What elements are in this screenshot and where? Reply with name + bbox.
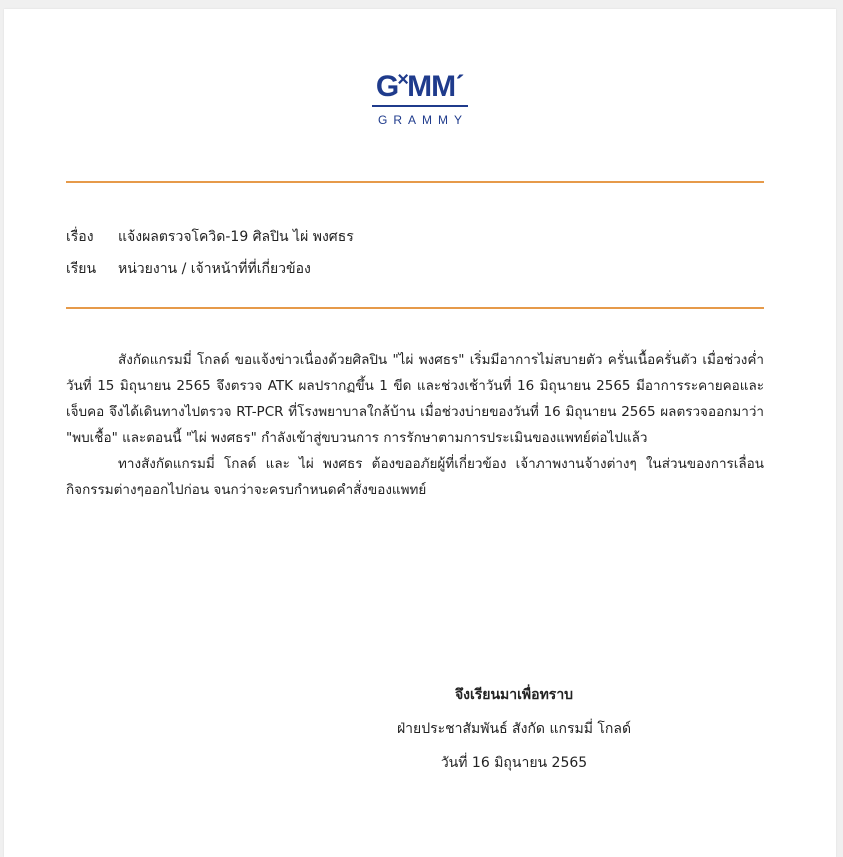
date-line: วันที่ 16 มิถุนายน 2565 — [440, 755, 588, 771]
body-paragraph-2: ทางสังกัดแกรมมี่ โกลด์ และ ไผ่ พงศธร ต้องขออภัยผู้ที่เกี่ยวข้อง เจ้าภาพงานจ้างต่างๆ ในส่วนของการเลื่อนกิจกรรมต่างๆออกไปก่อน จนกว่าจะครบกำหนดคำสั่งของแพทย์ — [66, 456, 764, 498]
logo-mark: G˟MMˊ — [372, 71, 468, 107]
subject-line — [66, 227, 354, 247]
letter-body — [66, 347, 764, 503]
subject-text: แจ้งผลตรวจโควิด-19 ศิลปิน ไผ่ พงศธร — [118, 229, 354, 245]
recipient-label: เรียน — [66, 261, 97, 277]
subject-label: เรื่อง — [66, 229, 94, 245]
recipient-text: หน่วยงาน / เจ้าหน้าที่ที่เกี่ยวข้อง — [118, 261, 311, 277]
logo-subtitle: GRAMMY — [378, 113, 468, 127]
letter-page — [4, 9, 836, 857]
department-line: ฝ่ายประชาสัมพันธ์ สังกัด แกรมมี่ โกลด์ — [396, 721, 632, 737]
divider-bottom — [66, 307, 764, 309]
recipient-line — [66, 259, 311, 279]
closing-line: จึงเรียนมาเพื่อทราบ — [454, 687, 574, 703]
gmm-grammy-logo — [4, 71, 836, 127]
body-paragraph-1: สังกัดแกรมมี่ โกลด์ ขอแจ้งข่าวเนื่องด้วยศิลปิน "ไผ่ พงศธร" เริ่มมีอาการไม่สบายตัว ครั่นเนื้อครั่นตัว เมื่อช่วงค่ำวันที่ 15 มิถุนายน 2565 จึงตรวจ ATK ผลปรากฏขึ้น 1 ขีด และช่วงเช้าวันที่ 16 มิถุนายน 2565 มีอาการระคายคอและเจ็บคอ จึงได้เดินทางไปตรวจ RT-PCR ที่โรงพยาบาลใกล้บ้าน เมื่อช่วงบ่ายของวันที่ 16 มิถุนายน 2565 ผลตรวจออกมาว่า "พบเชื้อ" และตอนนี้ "ไผ่ พงศธร" กำลังเข้าสู่ขบวนการ การรักษาตามการประเมินของแพทย์ต่อไปแล้ว — [66, 352, 764, 446]
divider-top — [66, 181, 764, 183]
